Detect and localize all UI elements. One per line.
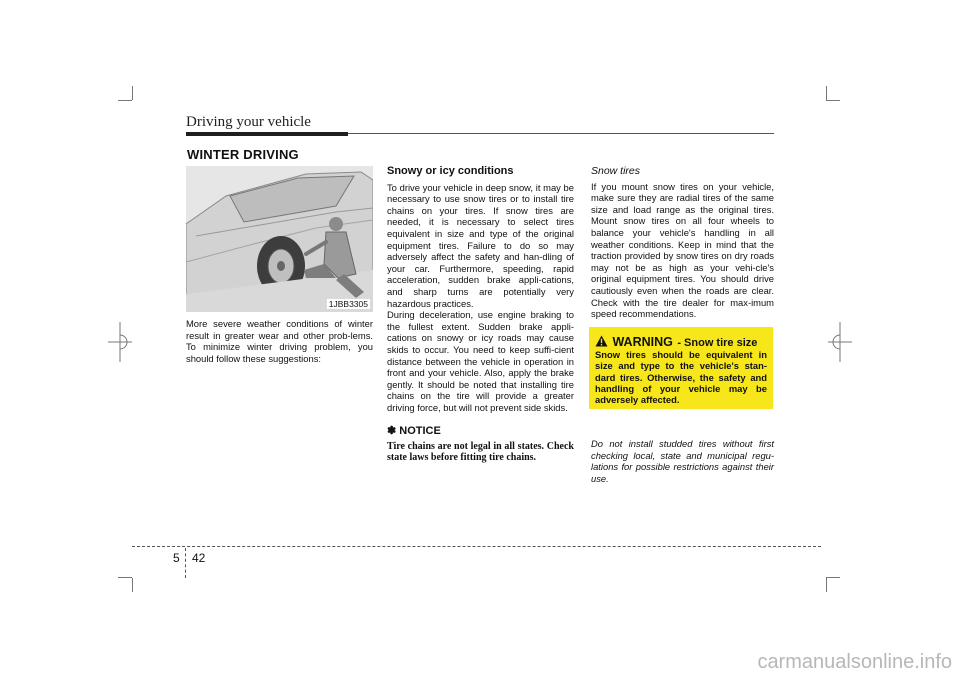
- running-header: Driving your vehicle: [186, 114, 311, 130]
- snowy-paragraph-2: During deceleration, use engine braking to the fullest extent. Sudden brake appli-cations on snowy or icy roads may cause skids to occur. You need to keep suffi-cient distance between the vehicle in operation in front and your vehicle. Also, apply the brake gently. It should be noted that installing tire chains on the tire will provide a greater driving force, but will not prevent side skids.: [387, 309, 574, 413]
- snow-tires-column: [591, 166, 774, 320]
- chapter-number: 5: [173, 551, 180, 565]
- warning-subject: - Snow tire size: [677, 337, 758, 349]
- crop-mark: [826, 577, 840, 578]
- intro-paragraph: More severe weather conditions of winter result in greater wear and other prob-lems. To minimize winter driving problem, you should follow these suggestions:: [186, 318, 373, 364]
- footer-rule: [132, 546, 821, 547]
- crop-mark: [132, 578, 133, 592]
- page-number: 42: [192, 551, 206, 565]
- snow-tires-heading: Snow tires: [591, 165, 641, 177]
- snow-tires-paragraph: If you mount snow tires on your vehicle, make sure they are radial tires of the same size and load range as the original tires. Mount snow tires on all four wheels to balance your vehicle's handling in all weather conditions. Keep in mind that the traction provided by snow tires on dry roads may not be as high as your vehi-cle's original equipment tires. You should drive cautiously even when the roads are clear. Check with the tire dealer for max-imum speed recommendations.: [591, 180, 774, 320]
- crop-mark: [132, 86, 133, 100]
- notice-text: Tire chains are not legal in all states. Check state laws before fitting tire chains.: [387, 441, 574, 464]
- warning-box: [589, 327, 773, 409]
- crop-mark: [826, 100, 840, 101]
- snowy-conditions-heading: Snowy or icy conditions: [387, 165, 514, 177]
- crop-mark: [826, 86, 827, 100]
- studded-tires-note: Do not install studded tires without first checking local, state and municipal regu-lations for possible restrictions against their use.: [591, 438, 774, 484]
- snowy-conditions-column: [387, 166, 574, 463]
- footer-divider: [185, 548, 186, 578]
- intro-column: [186, 318, 373, 364]
- figure-code: 1JBB3305: [328, 299, 368, 309]
- watermark: carmanualsonline.info: [757, 651, 952, 673]
- crop-mark: [826, 578, 827, 592]
- car-tire-chain-illustration: [186, 166, 373, 312]
- car-illustration-drawing: [186, 166, 373, 312]
- registration-mark-left: [108, 322, 132, 362]
- notice-title: ✽ NOTICE: [387, 425, 441, 438]
- crop-mark: [118, 577, 132, 578]
- section-title: WINTER DRIVING: [187, 147, 299, 162]
- registration-mark-right: [828, 322, 852, 362]
- warning-text: Snow tires should be equivalent in size and type to the vehicle's stan-dard tires. Otherwise, the safety and handling of your vehicle may be adversely affected.: [595, 349, 767, 406]
- header-rule-accent: [186, 132, 348, 136]
- warning-triangle-icon: [595, 335, 608, 347]
- snowy-paragraph-1: To drive your vehicle in deep snow, it may be necessary to use snow tires or to install tire chains on your tires. If snow tires are needed, it is necessary to select tires equivalent in size and type of the original equipment tires. Failure to do so may adversely affect the safety and han-dling of your car. Furthermore, speeding, rapid acceleration, sudden brake appli-cations, and sharp turns are potentially very hazardous practices.: [387, 181, 574, 309]
- crop-mark: [118, 100, 132, 101]
- warning-label: WARNING: [612, 335, 673, 349]
